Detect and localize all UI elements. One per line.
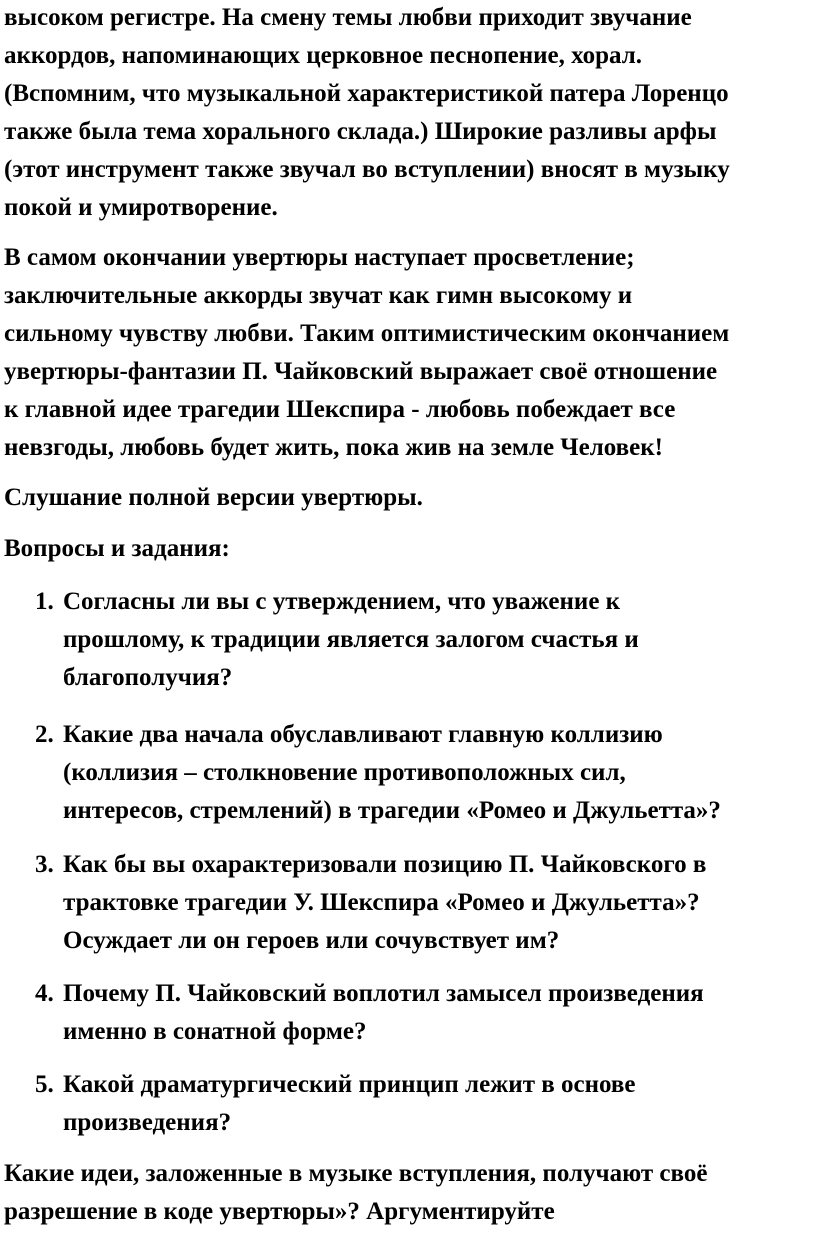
question-number: 5. [35, 1071, 54, 1098]
question-number: 2. [35, 721, 54, 748]
paragraph-line: покой и умиротворение. [4, 194, 278, 221]
paragraph-line: также была тема хорального склада.) Широкие разливы арфы [4, 118, 717, 145]
paragraph-line: аккордов, напоминающих церковное песнопение, хорал. [4, 42, 643, 69]
paragraph-line: увертюры-фантазии П. Чайковский выражает своё отношение [4, 358, 718, 385]
question-line: Осуждает ли он героев или сочувствует им? [63, 927, 560, 954]
question-number: 4. [35, 980, 54, 1007]
question-line: Как бы вы охарактеризовали позицию П. Чайковского в [63, 851, 707, 878]
paragraph-line: разрешение в коде увертюры»? Аргументируйте [4, 1198, 555, 1225]
question-line: произведения? [63, 1109, 232, 1136]
paragraph-line: высоком регистре. На смену темы любви приходит звучание [4, 4, 692, 31]
question-line: Какие два начала обуславливают главную коллизию [63, 721, 663, 748]
question-line: именно в сонатной форме? [63, 1018, 367, 1045]
question-line: прошлому, к традиции является залогом счастья и [63, 626, 639, 653]
question-line: Согласны ли вы с утверждением, что уважение к [63, 588, 621, 615]
listening-note: Слушание полной версии увертюры. [4, 484, 423, 511]
question-line: (коллизия – столкновение противоположных сил, [63, 759, 626, 786]
paragraph-line: (этот инструмент также звучал во вступлении) вносят в музыку [4, 156, 730, 183]
paragraph-line: сильному чувству любви. Таким оптимистическим окончанием [4, 320, 730, 347]
paragraph-line: к главной идее трагедии Шекспира - любовь побеждает все [4, 396, 676, 423]
paragraph-line: (Вспомним, что музыкальной характеристикой патера Лоренцо [4, 80, 729, 107]
question-line: интересов, стремлений) в трагедии «Ромео и Джульетта»? [63, 797, 721, 824]
questions-heading: Вопросы и задания: [4, 535, 230, 562]
paragraph-line: В самом окончании увертюры наступает просветление; [4, 244, 635, 271]
question-number: 1. [35, 588, 54, 615]
paragraph-line: заключительные аккорды звучат как гимн высокому и [4, 282, 633, 309]
question-number: 3. [35, 851, 54, 878]
question-line: Почему П. Чайковский воплотил замысел произведения [63, 980, 704, 1007]
paragraph-line: невзгоды, любовь будет жить, пока жив на земле Человек! [4, 434, 663, 461]
paragraph-line: Какие идеи, заложенные в музыке вступления, получают своё [4, 1160, 708, 1187]
question-line: трактовке трагедии У. Шекспира «Ромео и Джульетта»? [63, 889, 700, 916]
question-line: Какой драматургический принцип лежит в основе [63, 1071, 636, 1098]
question-line: благополучия? [63, 664, 233, 691]
